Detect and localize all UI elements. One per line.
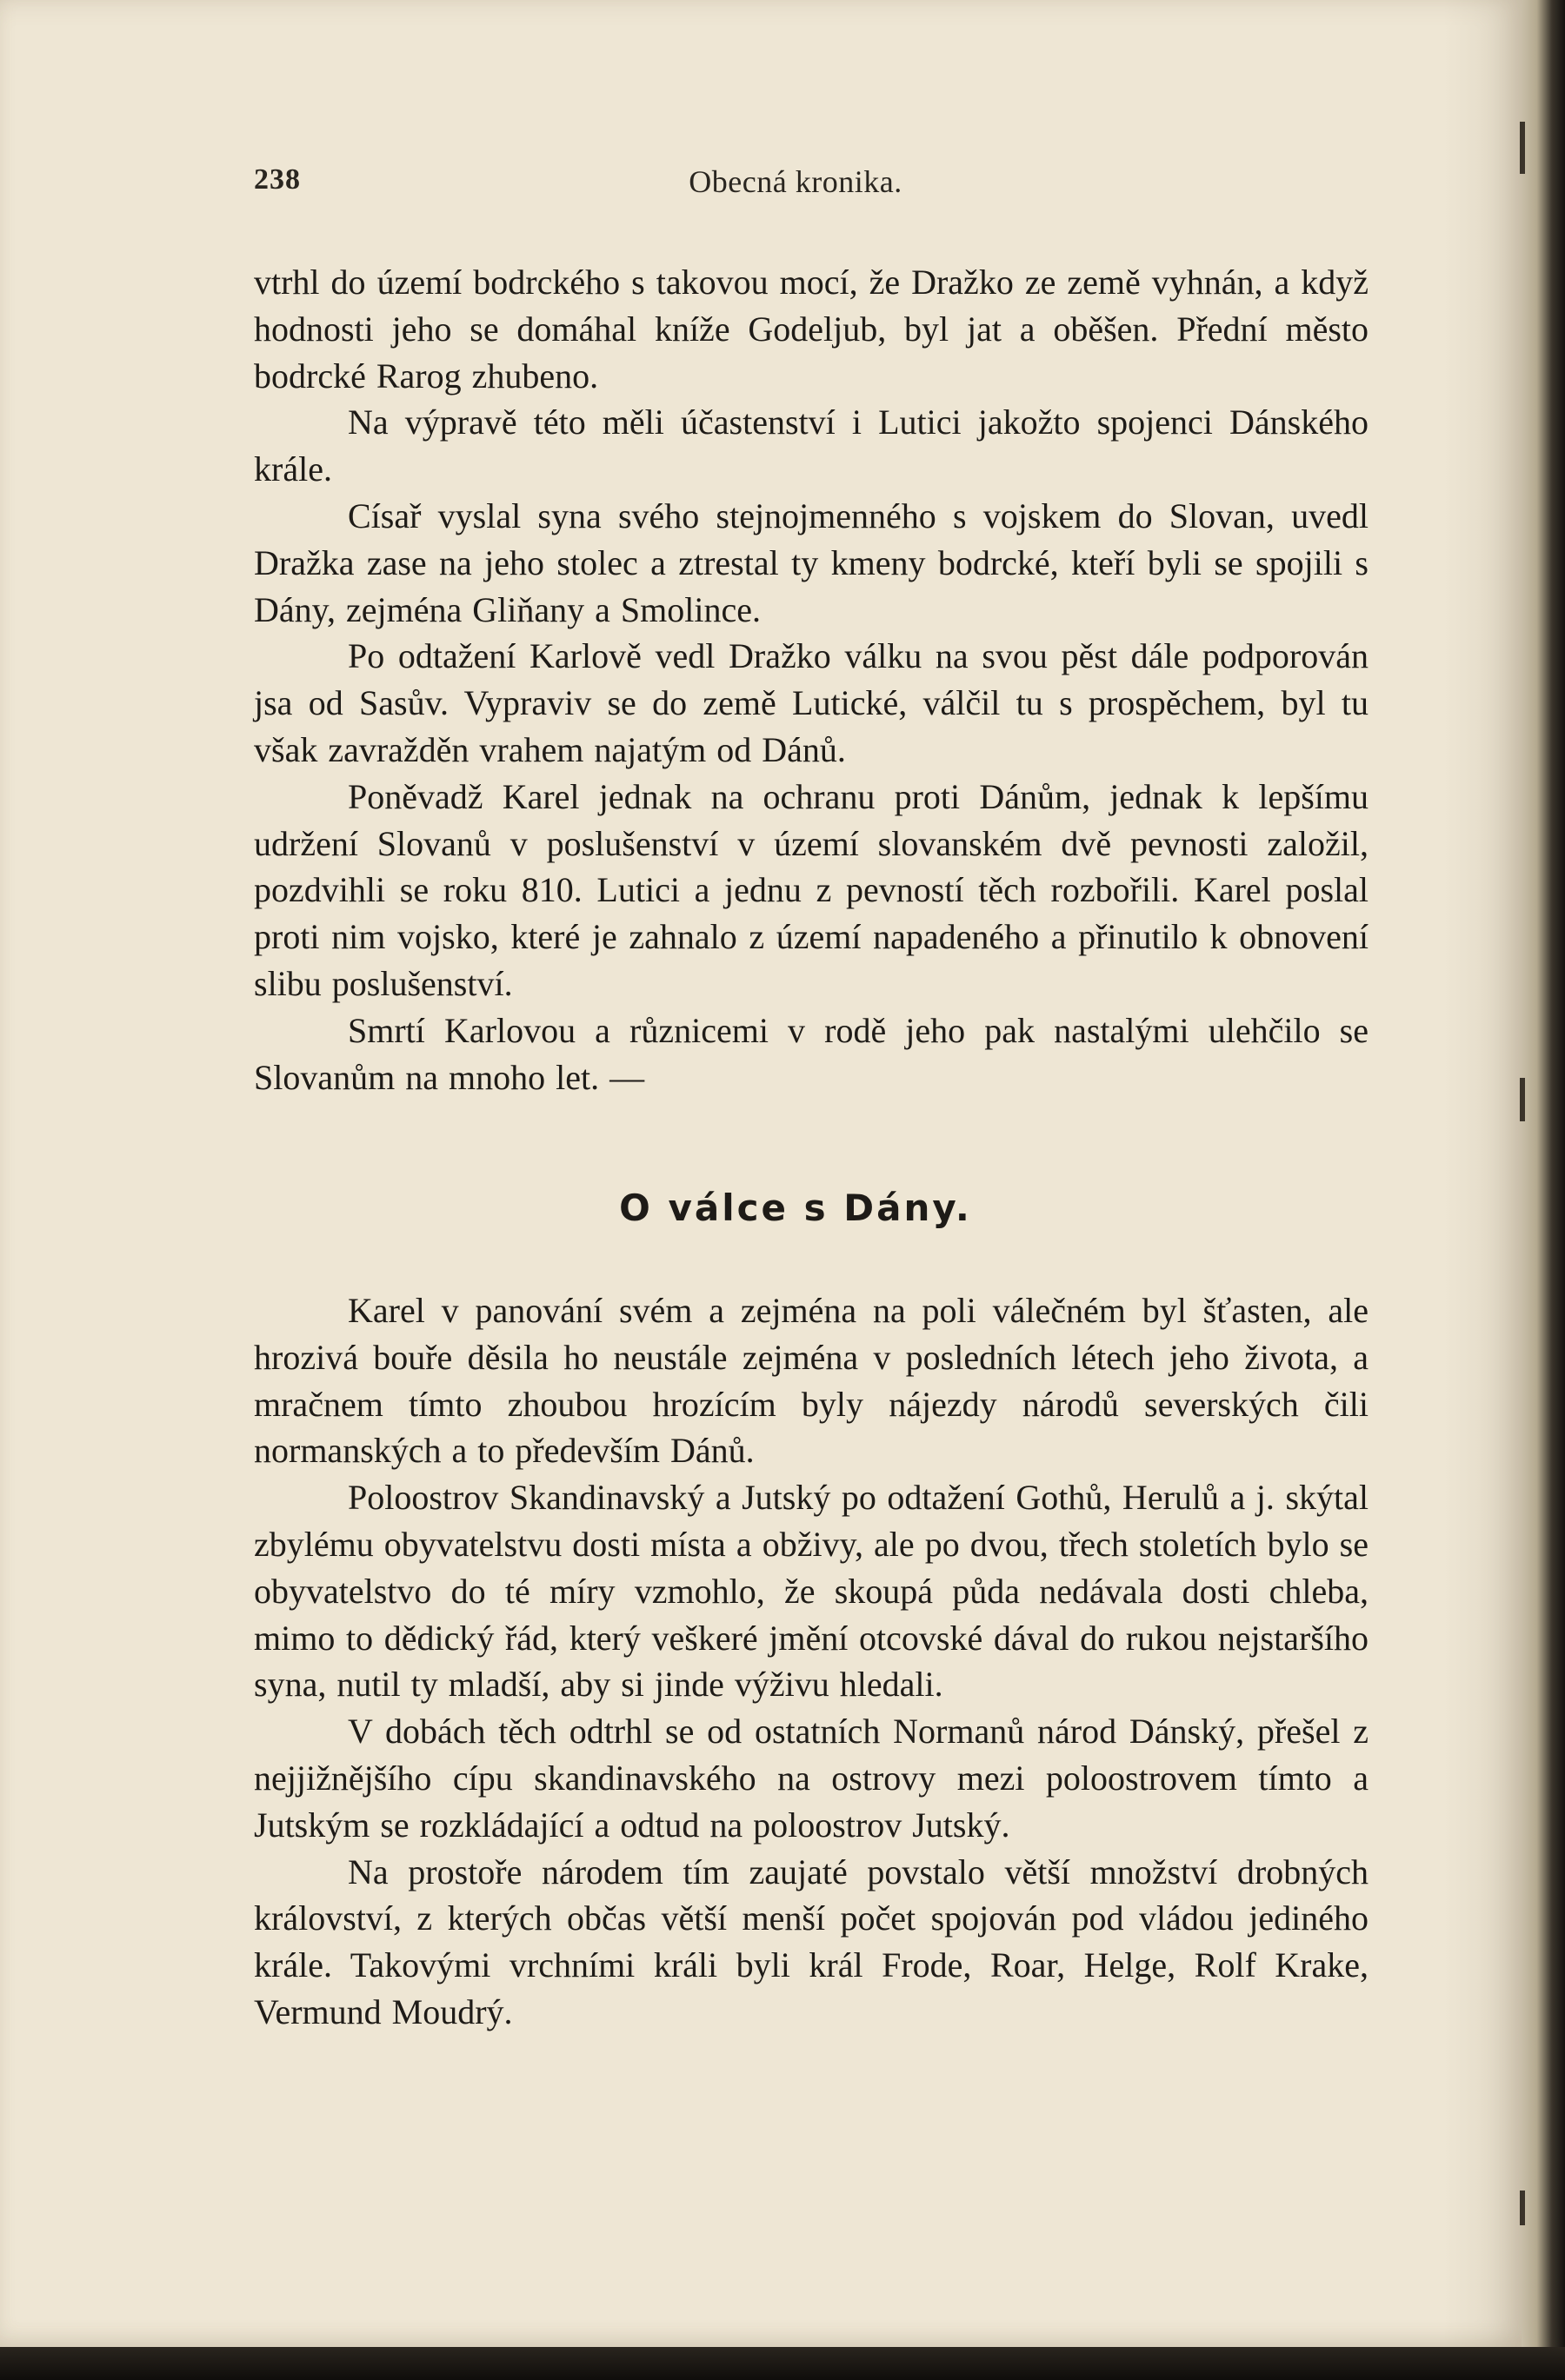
running-title: Obecná kronika.: [689, 164, 902, 199]
spine-shadow: [1443, 0, 1522, 2347]
edge-mark: [1520, 122, 1525, 174]
paragraph: Poloostrov Skandinavský a Jutský po odtažení Gothů, Herulů a j. skýtal zbylému obyvatelstvu dosti místa a obživy, ale po dvou, třech stoletích bylo se obyvatelstvo do té míry vzmohlo, že skoupá půda nedávala dosti chleba, mimo to dědický řád, který veškeré jmění otcovské dával do rukou nejstaršího syna, nutil ty mladší, aby si jinde výživu hledali.: [254, 1478, 1369, 1705]
page-number: 238: [254, 163, 301, 196]
edge-mark: [1520, 2191, 1525, 2225]
paragraph: Na výpravě této měli účastenství i Lutici jakožto spojenci Dánského krále.: [254, 402, 1369, 489]
text-block-section: [254, 1287, 1369, 2036]
binding-gutter: [1522, 0, 1565, 2380]
paragraph: Poněvadž Karel jednak na ochranu proti Dánům, jednak k lepšímu udržení Slovanů v poslušenství v území slovanském dvě pevnosti založil, pozdvihli se roku 810. Lutici a jednu z pevností těch rozbořili. Karel poslal proti nim vojsko, které je zahnalo z území napadeného a přinutilo k obnovení slibu poslušenství.: [254, 776, 1369, 1003]
paragraph: Císař vyslal syna svého stejnojmenného s vojskem do Slovan, uvedl Dražka zase na jeho stolec a ztrestal ty kmeny bodrcké, kteří byli se spojili s Dány, zejména Gliňany a Smolince.: [254, 495, 1369, 629]
paragraph: Karel v panování svém a zejména na poli válečném byl šťasten, ale hrozivá bouře děsila ho neustále zejména v posledních létech jeho života, a mračnem tímto zhoubou hrozícím byly nájezdy národů severských čili normanských a to především Dánů.: [254, 1291, 1369, 1471]
paragraph: Po odtažení Karlově vedl Dražko válku na svou pěst dále podporován jsa od Sasův. Vypraviv se do země Lutické, válčil tu s prospěchem, byl tu však zavražděn vrahem najatým od Dánů.: [254, 636, 1369, 769]
edge-mark: [1520, 1078, 1525, 1121]
text-block-continued: [254, 259, 1369, 1100]
paragraph: V dobách těch odtrhl se od ostatních Normanů národ Dánský, přešel z nejjižnějšího cípu skandinavského na ostrovy mezi poloostrovem tímto a Jutským se rozkládající a odtud na poloostrov Jutský.: [254, 1712, 1369, 1845]
page-header: [0, 163, 1522, 207]
paragraph: Smrtí Karlovou a různicemi v rodě jeho pak nastalými ulehčilo se Slovanům na mnoho let. —: [254, 1010, 1369, 1097]
paragraph: vtrhl do území bodrckého s takovou mocí, že Dražko ze země vyhnán, a když hodnosti jeho se domáhal kníže Godeljub, byl jat a oběšen. Přední město bodrcké Rarog zhubeno.: [254, 263, 1369, 396]
paragraph: Na prostoře národem tím zaujaté povstalo větší množství drobných království, z kterých občas větší menší počet spojován pod vládou jediného krále. Takovými vrchními králi byli král Frode, Roar, Helge, Rolf Krake, Vermund Moudrý.: [254, 1851, 1369, 2031]
page-bottom-edge: [0, 2347, 1565, 2380]
section-heading: O válce s Dány.: [619, 1187, 972, 1229]
